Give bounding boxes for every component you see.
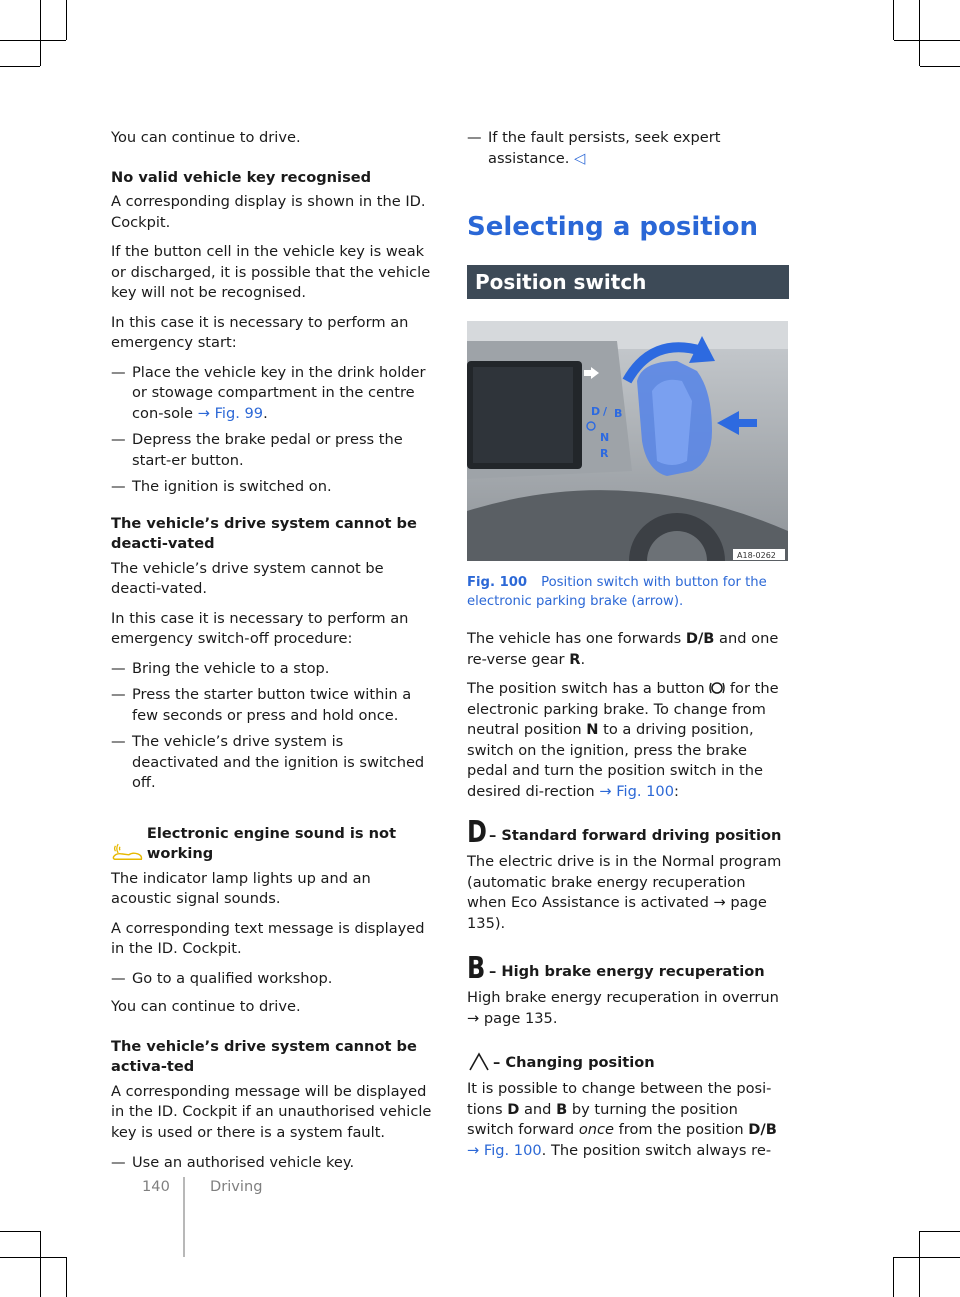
crop-mark: [920, 66, 960, 67]
link-fig-99[interactable]: Fig. 99: [214, 404, 264, 422]
engine-sound-warning-icon: [111, 841, 145, 865]
figure-label-d: D: [591, 405, 601, 418]
paragraph: In this case it is necessary to perform an emergency switch-off procedure:: [111, 609, 409, 647]
list-item: — The vehicle’s drive system is deactivated and the ignition is switched off.: [111, 733, 425, 791]
mode-heading-b: B – High brake energy recuperation: [467, 951, 765, 986]
position-switch-illustration: [467, 321, 788, 561]
figure-label-n: N: [600, 431, 610, 444]
crop-mark: [893, 0, 894, 40]
crop-mark: [0, 66, 40, 67]
left-column: [111, 128, 433, 1180]
figure-label-r: R: [600, 447, 609, 460]
paragraph: The vehicle has one forwards D/B and one re-verse gear R.: [467, 630, 779, 668]
figure-label-b: B: [614, 407, 623, 420]
paragraph: It is possible to change between the posi-tions D and B by turning the position switch forward once from the position D/B → Fig. 100. The position switch always re-: [467, 1080, 777, 1159]
mode-heading-change: – Changing position: [467, 1051, 789, 1073]
parking-brake-button-icon: [709, 681, 725, 695]
link-fig-100[interactable]: Fig. 100: [616, 782, 674, 800]
link-page-135[interactable]: page 135.: [483, 1009, 558, 1027]
link-fig-100[interactable]: Fig. 100: [483, 1141, 542, 1159]
list-item: — The ignition is switched on.: [111, 478, 332, 495]
figure-position-switch: [467, 321, 788, 561]
paragraph: You can continue to drive.: [111, 129, 301, 146]
paragraph: In this case it is necessary to perform an emergency start:: [111, 313, 409, 351]
section-title: Selecting a position: [467, 212, 759, 242]
mode-heading-d: D – Standard forward driving position: [467, 815, 782, 850]
paragraph: A corresponding message will be displayed in the ID. Cockpit if an unauthorised vehicle key is used or there is a system fault.: [111, 1082, 432, 1141]
list-item: — Use an authorised vehicle key.: [111, 1154, 355, 1171]
list-item: — Press the starter button twice within a few seconds or press and hold once.: [111, 686, 412, 724]
paragraph: You can continue to drive.: [111, 998, 301, 1015]
list-item: — Place the vehicle key in the drink holder or stowage compartment in the centre con-sole → Fig. 99.: [111, 363, 426, 422]
heading-engine-sound: Electronic engine sound is not working: [111, 824, 433, 865]
mode-letter-b: B: [467, 951, 486, 986]
crop-mark: [920, 1231, 960, 1232]
paragraph: High brake energy recuperation in overrun → page 135.: [467, 989, 779, 1027]
list-item: — If the fault persists, seek expert assistance. ◁: [467, 129, 721, 167]
crop-mark: [893, 1257, 894, 1297]
list-item: — Depress the brake pedal or press the start-er button.: [111, 431, 403, 469]
footer-section: Driving: [210, 1178, 263, 1195]
paragraph: A corresponding display is shown in the ID. Cockpit.: [111, 193, 426, 231]
paragraph: If the button cell in the vehicle key is weak or discharged, it is possible that the vehicle key will not be recognised.: [111, 243, 431, 301]
heading-cannot-activate: The vehicle’s drive system cannot be activa-ted: [111, 1037, 417, 1075]
crop-mark: [66, 1257, 67, 1297]
heading-no-valid-key: No valid vehicle key recognised: [111, 168, 372, 186]
footer-divider: [183, 1177, 185, 1257]
subsection-bar: Position switch: [467, 265, 789, 299]
paragraph: A corresponding text message is displayed in the ID. Cockpit.: [111, 919, 425, 957]
crop-mark: [66, 0, 67, 40]
figure-caption: Fig. 100 Position switch with button for the electronic parking brake (arrow).: [467, 575, 767, 609]
crop-mark: [919, 1231, 920, 1297]
paragraph: The vehicle’s drive system cannot be deacti-vated.: [111, 559, 384, 597]
crop-mark: [0, 40, 66, 41]
crop-mark: [894, 40, 960, 41]
figure-code: A18-0262: [737, 551, 776, 560]
crop-mark: [919, 0, 920, 66]
list-item: — Bring the vehicle to a stop.: [111, 659, 330, 677]
crop-mark: [40, 0, 41, 66]
shift-arrow-icon: [467, 1051, 491, 1073]
figure-label-slash: /: [603, 405, 608, 418]
crop-mark: [0, 1231, 40, 1232]
list-item: — Go to a qualified workshop.: [111, 969, 333, 987]
page-number: 140: [142, 1178, 170, 1195]
mode-letter-d: D: [467, 815, 487, 850]
right-column: [467, 128, 789, 1170]
heading-cannot-deactivate: The vehicle’s drive system cannot be deacti-vated: [111, 514, 417, 552]
paragraph: The indicator lamp lights up and an acoustic signal sounds.: [111, 869, 371, 907]
end-of-section-icon: ◁: [574, 149, 586, 167]
crop-mark: [40, 1231, 41, 1297]
crop-mark: [894, 1257, 960, 1258]
paragraph: The position switch has a button for the electronic parking brake. To change from neutral position N to a driving position, switch on the ignition, press the brake pedal and turn the position switch in the desired di-rection → Fig. 100:: [467, 680, 779, 800]
crop-mark: [0, 1257, 66, 1258]
paragraph: The electric drive is in the Normal program (automatic brake energy recuperation when Eco Assistance is activated → page 135).: [467, 853, 782, 932]
link-page-135[interactable]: page 135).: [467, 894, 767, 932]
